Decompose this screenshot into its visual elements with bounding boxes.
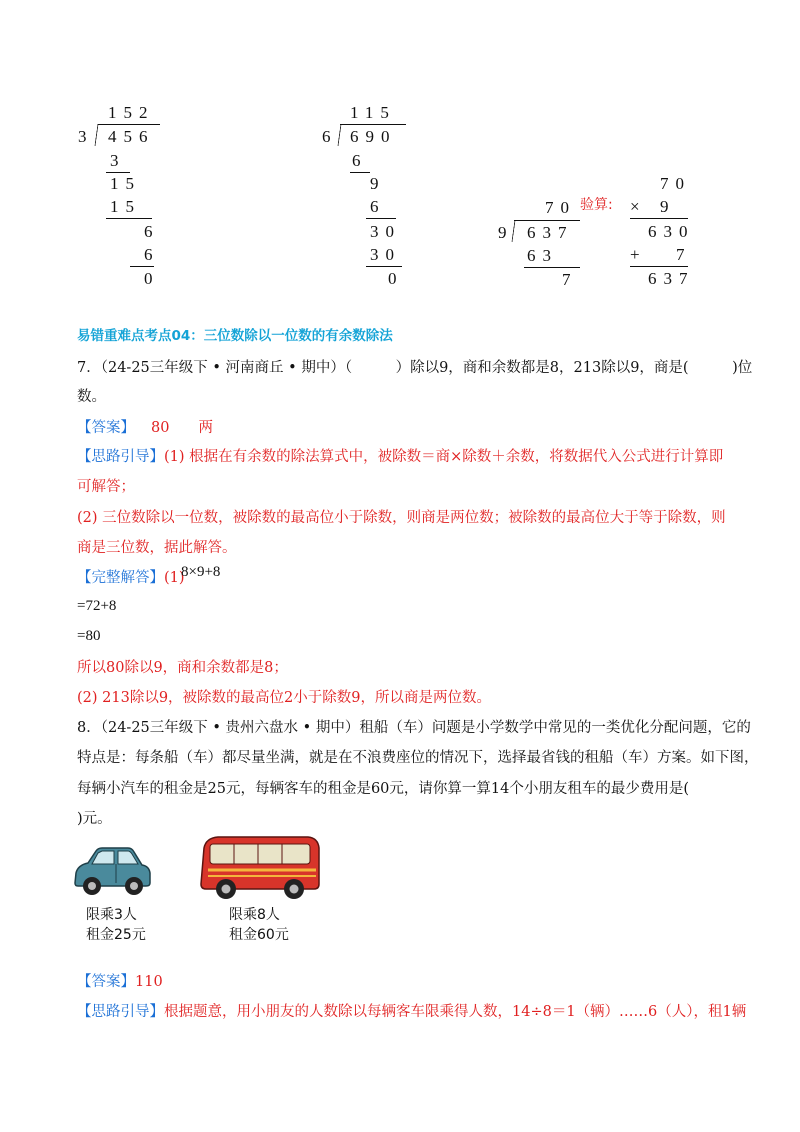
step: 30	[370, 245, 401, 264]
solution-text: (1)	[164, 570, 185, 586]
step: 15	[110, 197, 141, 216]
step: 9	[370, 174, 386, 193]
formula: =80	[77, 628, 101, 644]
check-plus: +	[630, 245, 647, 264]
step-line	[106, 172, 130, 173]
check-multiplier: 9	[660, 197, 676, 216]
step: 6	[144, 222, 160, 241]
step: 6	[370, 197, 386, 216]
check-top: 70	[660, 174, 691, 193]
division-bracket	[337, 124, 341, 146]
formula: =72+8	[77, 598, 117, 614]
dividend: 637	[527, 223, 574, 242]
step: 63	[527, 246, 558, 265]
answer-label: 【答案】	[77, 974, 135, 990]
solution-label: 【完整解答】	[77, 570, 164, 586]
step-line	[366, 266, 402, 267]
step: 0	[144, 269, 160, 288]
check-label: 验算:	[580, 197, 613, 213]
check-line	[630, 218, 688, 219]
car-capacity: 限乘3人	[86, 907, 137, 923]
dividend: 690	[350, 127, 397, 146]
step: 6	[144, 245, 160, 264]
step-line	[524, 267, 580, 268]
q8-text-line4: )元。	[77, 811, 112, 827]
step: 6	[352, 151, 368, 170]
remainder: 7	[562, 270, 578, 289]
step: 30	[370, 222, 401, 241]
q8-text-line3: 每辆小汽车的租金是25元，每辆客车的租金是60元，请你算一算14个小朋友租车的最少费用是(	[77, 781, 690, 797]
quotient: 70	[545, 198, 576, 217]
quotient: 152	[108, 103, 155, 122]
check-result: 637	[648, 269, 695, 288]
divisor: 6	[322, 127, 338, 146]
step-line	[350, 172, 370, 173]
car-price: 租金25元	[86, 927, 146, 943]
bus-capacity: 限乘8人	[229, 907, 280, 923]
hint-label: 【思路引导】	[77, 449, 164, 465]
division-bracket	[94, 124, 98, 146]
check-product: 630	[648, 222, 695, 241]
formula: 8×9+8	[181, 564, 221, 580]
check-times: ×	[630, 197, 647, 216]
quotient: 115	[350, 103, 396, 122]
answer-label: 【答案】	[77, 420, 135, 436]
divisor: 9	[498, 223, 514, 242]
hint-text: (1) 根据在有余数的除法算式中，被除数＝商×除数＋余数，将数据代入公式进行计算即	[164, 449, 724, 465]
step: 0	[388, 269, 404, 288]
division-bar	[98, 124, 160, 125]
step-line	[366, 218, 396, 219]
step: 3	[110, 151, 126, 170]
conclusion: (2) 213除以9，被除数的最高位2小于除数9，所以商是两位数。	[77, 690, 491, 706]
hint-label: 【思路引导】	[77, 1004, 164, 1020]
answer-value: 110	[135, 974, 163, 990]
q8-text-line1: 8．（24-25三年级下 • 贵州六盘水 • 期中）租船（车）问题是小学数学中常见的一类优化分配问题，它的	[77, 720, 751, 736]
step: 15	[110, 174, 141, 193]
q7-text-line2: 数。	[77, 389, 106, 405]
hint-text: 根据题意，用小朋友的人数除以每辆客车限乘得人数，14÷8＝1（辆）……6（人），租1辆	[164, 1004, 747, 1020]
hint-text: (2) 三位数除以一位数，被除数的最高位小于除数，则商是两位数；被除数的最高位大于等于除数，则	[77, 510, 726, 526]
check-line	[630, 266, 688, 267]
hint-text: 可解答；	[77, 479, 135, 495]
dividend: 456	[108, 127, 155, 146]
division-bar	[340, 124, 406, 125]
car-icon	[72, 843, 152, 898]
answer-values: 80 两	[151, 420, 213, 436]
check-addend: 7	[676, 245, 692, 264]
divisor: 3	[78, 127, 94, 146]
bus-price: 租金60元	[229, 927, 289, 943]
step-line	[130, 266, 154, 267]
hint-text: 商是三位数，据此解答。	[77, 540, 237, 556]
q7-text-line1: 7．（24-25三年级下 • 河南商丘 • 期中）（ ）除以9，商和余数都是8，213除以9，商是( )位	[77, 360, 753, 376]
division-bar	[514, 220, 580, 221]
conclusion: 所以80除以9，商和余数都是8；	[77, 660, 288, 676]
section-heading: 易错重难点考点04：三位数除以一位数的有余数除法	[77, 328, 393, 344]
bus-icon	[198, 834, 322, 900]
step-line	[106, 218, 152, 219]
q8-text-line2: 特点是：每条船（车）都尽量坐满，就是在不浪费座位的情况下，选择最省钱的租船（车）方案。如下图，	[77, 750, 759, 766]
